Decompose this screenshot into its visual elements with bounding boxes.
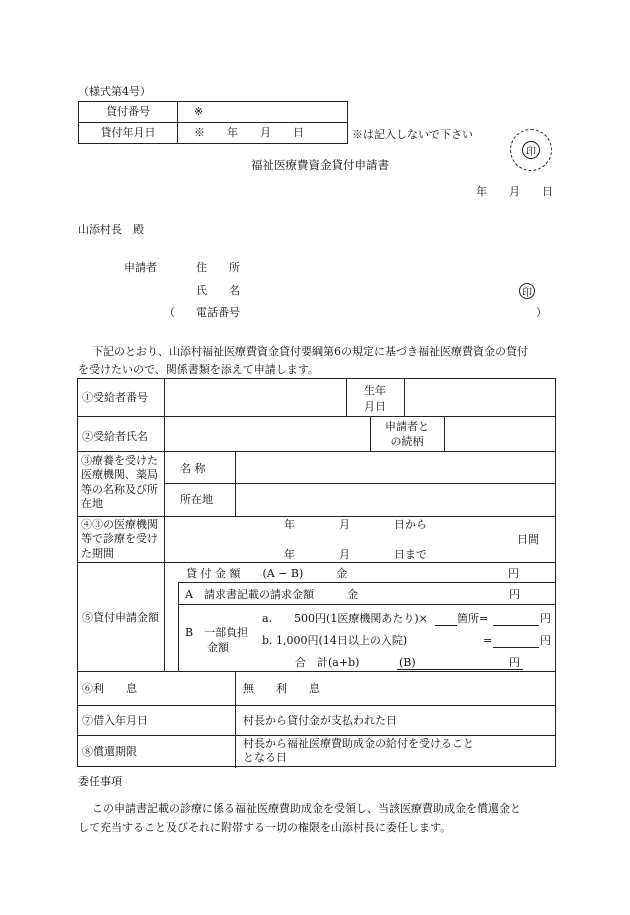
medical-institution-label: ③療養を受けた医療機関、薬局等の名称及び所在地 — [81, 454, 158, 510]
loan-total-label: 貸 付 金 額 (A − B) 金 — [186, 567, 348, 580]
application-date[interactable]: 年 月 日 — [476, 185, 553, 198]
copay-b-yen: 円 — [540, 634, 551, 647]
seal-area — [510, 129, 552, 171]
repayment-value: 村長から福祉医療費助成金の給付を受けること となる日 — [243, 737, 474, 765]
institution-address-field[interactable] — [236, 484, 555, 516]
applicant-seal-icon: 印 — [519, 283, 535, 299]
amount-breakdown-box — [178, 582, 556, 671]
recipient-number-label: ①受給者番号 — [82, 391, 148, 404]
birth-date-label: 生年 月日 — [364, 384, 386, 413]
period-days[interactable]: 日間 — [517, 533, 539, 546]
phone-open-paren: （ — [164, 306, 175, 319]
addressee: 山添村長 殿 — [78, 223, 144, 236]
copay-a-yen: 円 — [540, 612, 551, 625]
institution-name-label: 名 称 — [180, 462, 206, 475]
copay-a-amount-field[interactable] — [493, 625, 539, 626]
claim-amount-label: A 請求書記載の請求金額 金 — [185, 588, 358, 601]
phone-close-paren: ） — [536, 306, 547, 319]
loan-number-field[interactable]: ※ — [178, 102, 348, 123]
copay-b-amount-field[interactable] — [493, 647, 539, 648]
applicant-name-label: 氏 名 — [196, 284, 240, 297]
treatment-period-label: ④③の医療機関等で診療を受けた期間 — [81, 518, 158, 560]
note-text: ※は記入しないで下さい — [352, 128, 473, 141]
copay-b-text: b. 1,000円(14日以上の入院) — [262, 634, 408, 647]
borrow-date-value: 村長から貸付金が支払われた日 — [243, 714, 397, 727]
applicant-phone-label: 電話番号 — [196, 306, 240, 319]
recipient-name-label: ②受給者氏名 — [82, 430, 148, 443]
interest-label: ⑥利 息 — [82, 682, 137, 695]
copay-sum-field[interactable] — [397, 669, 523, 670]
birth-date-field[interactable] — [405, 379, 555, 416]
form-number: （様式第4号） — [78, 85, 151, 98]
copay-b-equals: = — [483, 634, 493, 647]
delegation-title: 委任事項 — [78, 775, 122, 788]
recipient-number-field[interactable] — [165, 379, 346, 416]
main-table — [77, 378, 556, 767]
page-title: 福祉医療費資金貸付申請書 — [251, 158, 389, 172]
delegation-text-line-1: この申請書記載の診療に係る福祉医療費助成金を受領し、当該医療費助成金を償還金と — [92, 802, 521, 815]
copay-a-count-label: 箇所= — [457, 612, 489, 625]
copay-label: B 一部負担 金額 — [185, 626, 249, 655]
delegation-text-line-2: して充当すること及びそれに附帯する一切の権限を山添村長に委任します。 — [78, 821, 452, 834]
copay-sum-label: 合 計(a+b) — [295, 656, 360, 669]
institution-address-label: 所在地 — [180, 493, 213, 506]
seal-icon: 印 — [522, 141, 540, 159]
period-to[interactable]: 年 月 日まで — [284, 548, 427, 561]
loan-amount-label: ⑤貸付申請金額 — [82, 611, 159, 624]
relationship-field[interactable] — [445, 417, 555, 451]
loan-date-field[interactable]: ※ 年 月 日 — [178, 123, 348, 144]
copay-sum-yen: 円 — [509, 656, 520, 669]
institution-name-field[interactable] — [236, 452, 555, 483]
loan-number-label: 貸付番号 — [79, 102, 178, 123]
applicant-label: 申請者 — [124, 261, 157, 274]
period-from[interactable]: 年 月 日から — [284, 518, 427, 531]
loan-date-label: 貸付年月日 — [79, 123, 178, 144]
loan-total-yen[interactable]: 円 — [508, 567, 519, 580]
copay-a-text: a. 500円(1医療機関あたり)× — [262, 612, 428, 625]
recipient-name-field[interactable] — [165, 417, 370, 451]
loan-info-table — [78, 101, 348, 144]
claim-amount-yen[interactable]: 円 — [509, 588, 520, 601]
body-text-line-1: 下記のとおり、山添村福祉医療費資金貸付要綱第6の規定に基づき福祉医療費資金の貸付 — [92, 345, 528, 358]
body-text-line-2: を受けたいので、関係書類を添えて申請します。 — [78, 363, 319, 376]
repayment-label: ⑧償還期限 — [82, 745, 137, 758]
applicant-address-label: 住 所 — [196, 261, 240, 274]
borrow-date-label: ⑦借入年月日 — [82, 714, 148, 727]
copay-sum-b: (B) — [399, 656, 416, 669]
interest-value: 無 利 息 — [243, 682, 320, 695]
relationship-label: 申請者と の続柄 — [385, 420, 429, 449]
